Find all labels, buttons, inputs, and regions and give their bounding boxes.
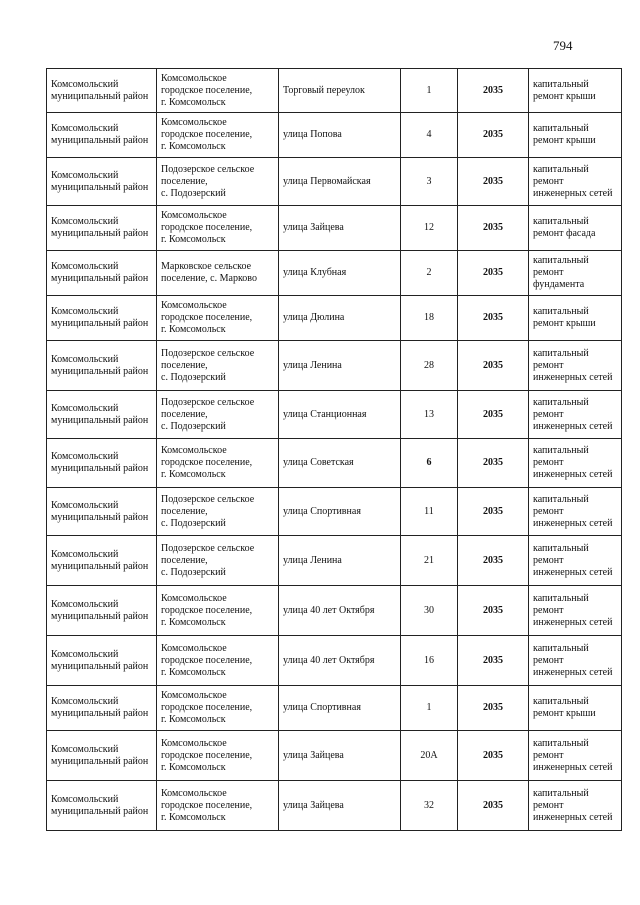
settlement-line: Подозерское сельское (161, 396, 255, 408)
settlement-line: Марковское сельское (161, 261, 252, 272)
settlement-line: Комсомольское (161, 300, 227, 311)
settlement-line: с. Подозерский (161, 187, 226, 199)
settlement-cell (157, 113, 279, 158)
work-type-cell: капитальный ремонт инженерных сетей (529, 781, 622, 831)
work-type-cell: капитальный ремонт фундамента (529, 251, 622, 296)
district-cell: Комсомольский муниципальный район (47, 113, 157, 158)
settlement-line: городское поселение, (161, 654, 253, 666)
settlement-cell (157, 488, 279, 536)
year-cell: 2035 (458, 206, 529, 251)
settlement-cell (157, 341, 279, 391)
settlement-cell (157, 251, 279, 296)
table-row (47, 439, 622, 488)
work-type-cell: капитальный ремонт фасада (529, 206, 622, 251)
settlement-line: городское поселение, (161, 799, 253, 811)
page-number: 794 (553, 38, 573, 53)
year-cell: 2035 (458, 488, 529, 536)
settlement-line: городское поселение, (161, 457, 253, 468)
settlement-line: г. Комсомольск (161, 714, 226, 725)
settlement-cell (157, 439, 279, 488)
street-cell: улица Спортивная (279, 686, 401, 731)
settlement-line: с. Подозерский (161, 517, 226, 529)
year-cell: 2035 (458, 781, 529, 831)
settlement-cell (157, 686, 279, 731)
district-cell: Комсомольский муниципальный район (47, 586, 157, 636)
settlement-line: г. Комсомольск (161, 616, 226, 628)
year-cell: 2035 (458, 113, 529, 158)
year-cell: 2035 (458, 158, 529, 206)
year-cell: 2035 (458, 636, 529, 686)
settlement-line: Комсомольское (161, 445, 227, 456)
district-cell: Комсомольский муниципальный район (47, 439, 157, 488)
table-row (47, 296, 622, 341)
street-cell: улица Первомайская (279, 158, 401, 206)
settlement-line: Подозерское сельское (161, 163, 255, 175)
settlement-cell (157, 781, 279, 831)
settlement-line: городское поселение, (161, 129, 253, 140)
settlement-line: с. Подозерский (161, 371, 226, 383)
district-cell: Комсомольский муниципальный район (47, 488, 157, 536)
settlement-line: поселение, с. Марково (161, 273, 257, 284)
settlement-line: Комсомольское (161, 592, 227, 604)
house-number-cell: 21 (401, 536, 458, 586)
settlement-line: Комсомольское (161, 117, 227, 128)
street-cell: улица Спортивная (279, 488, 401, 536)
settlement-line: поселение, (161, 505, 208, 517)
year-cell: 2035 (458, 251, 529, 296)
settlement-line: г. Комсомольск (161, 141, 226, 152)
table-row (47, 391, 622, 439)
settlement-line: Комсомольское (161, 787, 227, 799)
table-row (47, 69, 622, 113)
work-type-cell: капитальный ремонт инженерных сетей (529, 158, 622, 206)
work-type-cell: капитальный ремонт инженерных сетей (529, 731, 622, 781)
settlement-line: с. Подозерский (161, 566, 226, 578)
house-number-cell: 16 (401, 636, 458, 686)
settlement-line: Комсомольское (161, 690, 227, 701)
district-cell: Комсомольский муниципальный район (47, 781, 157, 831)
street-cell: улица Ленина (279, 536, 401, 586)
settlement-line: г. Комсомольск (161, 761, 226, 773)
street-cell: улица Зайцева (279, 731, 401, 781)
district-cell: Комсомольский муниципальный район (47, 536, 157, 586)
year-cell: 2035 (458, 341, 529, 391)
street-cell: улица Станционная (279, 391, 401, 439)
house-number-cell: 18 (401, 296, 458, 341)
street-cell: улица Ленина (279, 341, 401, 391)
settlement-line: Подозерское сельское (161, 493, 255, 505)
settlement-line: г. Комсомольск (161, 234, 226, 245)
house-number-cell: 1 (401, 69, 458, 113)
settlement-line: городское поселение, (161, 702, 253, 713)
table-row (47, 488, 622, 536)
settlement-line: г. Комсомольск (161, 666, 226, 678)
settlement-cell (157, 158, 279, 206)
table-row (47, 251, 622, 296)
house-number-cell: 3 (401, 158, 458, 206)
house-number-cell: 32 (401, 781, 458, 831)
street-cell: улица Зайцева (279, 781, 401, 831)
street-cell: улица Зайцева (279, 206, 401, 251)
settlement-line: Комсомольское (161, 72, 227, 84)
district-cell: Комсомольский муниципальный район (47, 206, 157, 251)
house-number-cell: 2 (401, 251, 458, 296)
settlement-line: г. Комсомольск (161, 96, 226, 108)
settlement-cell (157, 69, 279, 113)
table-row (47, 731, 622, 781)
settlement-line: городское поселение, (161, 222, 253, 233)
street-cell: улица Дюлина (279, 296, 401, 341)
district-cell: Комсомольский муниципальный район (47, 636, 157, 686)
table-row (47, 686, 622, 731)
street-cell: улица Попова (279, 113, 401, 158)
settlement-cell (157, 296, 279, 341)
settlement-line: г. Комсомольск (161, 811, 226, 823)
year-cell: 2035 (458, 686, 529, 731)
house-number-cell: 13 (401, 391, 458, 439)
year-cell: 2035 (458, 586, 529, 636)
settlement-cell (157, 536, 279, 586)
table-row (47, 536, 622, 586)
settlement-line: г. Комсомольск (161, 324, 226, 335)
table-row (47, 586, 622, 636)
house-number-cell: 20А (401, 731, 458, 781)
table-row (47, 113, 622, 158)
district-cell: Комсомольский муниципальный район (47, 158, 157, 206)
settlement-line: Комсомольское (161, 737, 227, 749)
settlement-line: Подозерское сельское (161, 347, 255, 359)
settlement-line: городское поселение, (161, 604, 253, 616)
table-row (47, 781, 622, 831)
year-cell: 2035 (458, 296, 529, 341)
house-number-cell: 12 (401, 206, 458, 251)
year-cell: 2035 (458, 731, 529, 781)
work-type-cell: капитальный ремонт крыши (529, 69, 622, 113)
house-number-cell: 1 (401, 686, 458, 731)
table-row (47, 206, 622, 251)
table-row (47, 636, 622, 686)
year-cell: 2035 (458, 391, 529, 439)
house-number-cell: 11 (401, 488, 458, 536)
settlement-line: поселение, (161, 408, 208, 420)
settlement-line: городское поселение, (161, 312, 253, 323)
work-type-cell: капитальный ремонт инженерных сетей (529, 391, 622, 439)
settlement-line: г. Комсомольск (161, 469, 226, 480)
year-cell: 2035 (458, 439, 529, 488)
work-type-cell: капитальный ремонт крыши (529, 113, 622, 158)
work-type-cell: капитальный ремонт инженерных сетей (529, 636, 622, 686)
work-type-cell: капитальный ремонт инженерных сетей (529, 488, 622, 536)
settlement-cell (157, 586, 279, 636)
house-number-cell: 4 (401, 113, 458, 158)
house-number-cell: 28 (401, 341, 458, 391)
year-cell: 2035 (458, 536, 529, 586)
settlement-cell (157, 206, 279, 251)
street-cell: Торговый переулок (279, 69, 401, 113)
settlement-cell (157, 391, 279, 439)
work-type-cell: капитальный ремонт инженерных сетей (529, 439, 622, 488)
table-row (47, 158, 622, 206)
settlement-cell (157, 731, 279, 781)
buildings-table (46, 68, 622, 831)
district-cell: Комсомольский муниципальный район (47, 731, 157, 781)
street-cell: улица Советская (279, 439, 401, 488)
street-cell: улица 40 лет Октября (279, 586, 401, 636)
work-type-cell: капитальный ремонт крыши (529, 296, 622, 341)
district-cell: Комсомольский муниципальный район (47, 69, 157, 113)
settlement-line: поселение, (161, 175, 208, 187)
table-row (47, 341, 622, 391)
settlement-line: городское поселение, (161, 749, 253, 761)
district-cell: Комсомольский муниципальный район (47, 296, 157, 341)
settlement-line: городское поселение, (161, 84, 253, 96)
street-cell: улица Клубная (279, 251, 401, 296)
work-type-cell: капитальный ремонт крыши (529, 686, 622, 731)
work-type-cell: капитальный ремонт инженерных сетей (529, 536, 622, 586)
house-number-cell: 30 (401, 586, 458, 636)
district-cell: Комсомольский муниципальный район (47, 391, 157, 439)
settlement-cell (157, 636, 279, 686)
settlement-line: поселение, (161, 359, 208, 371)
street-cell: улица 40 лет Октября (279, 636, 401, 686)
settlement-line: Комсомольское (161, 210, 227, 221)
settlement-line: Подозерское сельское (161, 542, 255, 554)
settlement-line: с. Подозерский (161, 420, 226, 432)
district-cell: Комсомольский муниципальный район (47, 341, 157, 391)
settlement-line: поселение, (161, 554, 208, 566)
work-type-cell: капитальный ремонт инженерных сетей (529, 586, 622, 636)
work-type-cell: капитальный ремонт инженерных сетей (529, 341, 622, 391)
district-cell: Комсомольский муниципальный район (47, 251, 157, 296)
year-cell: 2035 (458, 69, 529, 113)
house-number-cell: 6 (401, 439, 458, 488)
settlement-line: Комсомольское (161, 642, 227, 654)
district-cell: Комсомольский муниципальный район (47, 686, 157, 731)
